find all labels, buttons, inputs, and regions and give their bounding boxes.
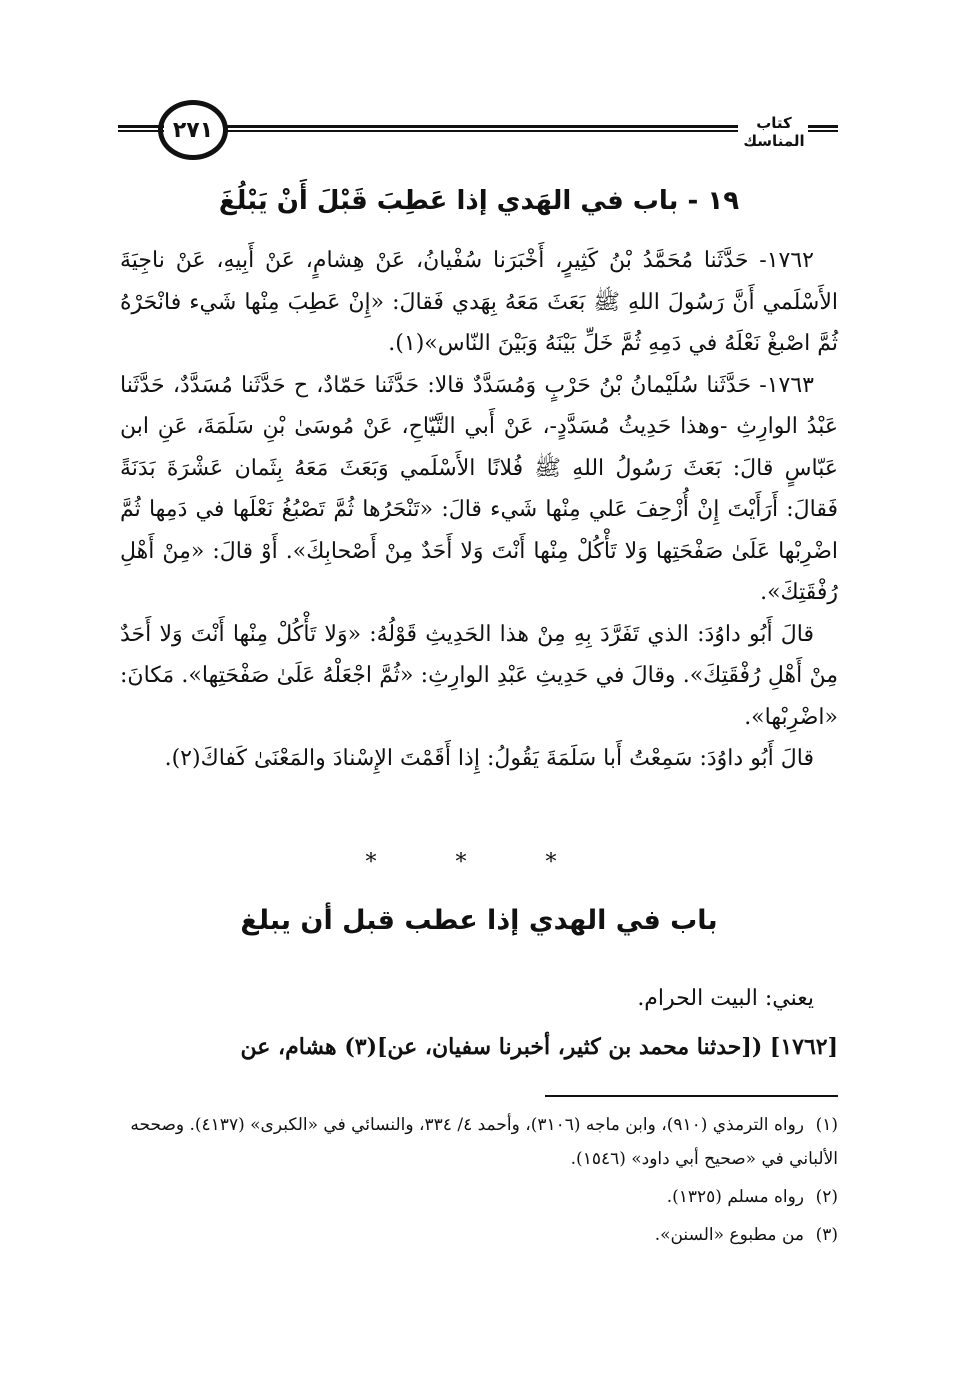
hadith-paragraph: قالَ أَبُو داوُدَ: الذي تَفَرَّدَ بِهِ مِنْ هذا الحَدِيثِ قَوْلُهُ: «وَلا تَأْكُلْ مِنْها أَنْتَ وَلا أَحَدٌ مِنْ أَهْلِ رُفْقَتِكَ». وقالَ في حَدِيثِ عَبْدِ الوارِثِ: «ثُمَّ اجْعَلْهُ عَلَىٰ صَفْحَتِها». مَكانَ: «اضْرِبْها». bbox=[120, 621, 838, 730]
running-title: كتاب المناسك bbox=[743, 114, 805, 150]
footnote-separator bbox=[545, 1095, 838, 1097]
page-header bbox=[118, 100, 838, 160]
hadith-paragraph: ١٧٦٣- حَدَّثَنا سُلَيْمانُ بْنُ حَرْبٍ وَمُسَدَّدٌ قالا: حَدَّثَنا حَمّادٌ، ح حَدَّثَنا مُسَدَّدٌ، حَدَّثَنا عَبْدُ الوارِثِ -وهذا حَدِيثُ مُسَدَّدٍ-، عَنْ أَبي التَّيّاحِ، عَنْ مُوسَىٰ بْنِ سَلَمَةَ، عَنِ ابن عَبّاسٍ قالَ: بَعَثَ رَسُولُ اللهِ ﷺ فُلانًا الأَسْلَمي وَبَعَثَ مَعَهُ بِثَمان عَشْرَةَ بَدَنَةً فَقالَ: أَرَأَيْتَ إِنْ أُزْحِفَ عَلي مِنْها شَيء قالَ: «تَنْحَرُها ثُمَّ تَصْبُغُ نَعْلَها في دَمِها ثُمَّ اضْرِبْها عَلَىٰ صَفْحَتِها وَلا تَأْكُلْ مِنْها أَنْتَ وَلا أَحَدٌ مِنْ أَصْحابِكَ». أَوْ قالَ: «مِنْ أَهْلِ رُفْقَتِكَ». bbox=[120, 372, 838, 605]
commentary-text bbox=[120, 975, 838, 1071]
footnote-text: رواه الترمذي (٩١٠)، وابن ماجه (٣١٠٦)، وأحمد ٤/ ٣٣٤، والنسائي في «الكبرى» (٤١٣٧). وصححه الألباني في «صحيح أبي داود» (١٥٤٦). bbox=[130, 1115, 838, 1169]
footnote-text: رواه مسلم (١٣٢٥). bbox=[666, 1187, 804, 1207]
footnote-number: (٣) bbox=[815, 1225, 838, 1245]
commentary-title: باب في الهدي إذا عطب قبل أن يبلغ bbox=[240, 905, 718, 936]
footnote bbox=[120, 1218, 838, 1252]
footnote-text: من مطبوع «السنن». bbox=[654, 1225, 804, 1245]
chapter-title: ١٩ - باب في الهَدي إذا عَطِبَ قَبْلَ أَنْ يَبْلُغَ bbox=[218, 186, 740, 216]
footnote bbox=[120, 1108, 838, 1176]
hadith-text bbox=[120, 240, 838, 780]
footnote-number: (٢) bbox=[815, 1187, 838, 1207]
footnote-number: (١) bbox=[815, 1115, 838, 1135]
commentary-line: يعني: البيت الحرام. bbox=[637, 986, 814, 1011]
hadith-paragraph: قالَ أَبُو داوُدَ: سَمِعْتُ أَبا سَلَمَةَ يَقُولُ: إِذا أَقَمْتَ الإِسْنادَ والمَعْنَىٰ كَفاكَ(٢). bbox=[164, 746, 814, 771]
header-rule-right bbox=[808, 125, 838, 132]
footnotes bbox=[120, 1108, 838, 1256]
section-divider-stars: * * * bbox=[365, 850, 593, 875]
hadith-paragraph: ١٧٦٢- حَدَّثَنا مُحَمَّدُ بْنُ كَثِيرٍ، أَخْبَرَنا سُفْيانُ، عَنْ هِشامٍ، عَنْ أَبِيهِ، عَنْ ناجِيَةَ الأَسْلَمي أَنَّ رَسُولَ اللهِ ﷺ بَعَثَ مَعَهُ بِهَدي فَقالَ: «إِنْ عَطِبَ مِنْها شَيء فانْحَرْهُ ثُمَّ اصْبغْ نَعْلَهُ في دَمِهِ ثُمَّ خَلِّ بَيْنَهُ وَبَيْنَ النّاس»(١). bbox=[120, 248, 838, 356]
footnote bbox=[120, 1180, 838, 1214]
commentary-line: [١٧٦٢] ([حدثنا محمد بن كثير، أخبرنا سفيان، عن](٣) هشام، عن bbox=[240, 1034, 838, 1060]
page-number: ٢٧١ bbox=[158, 100, 228, 160]
header-rule-middle bbox=[226, 125, 738, 132]
